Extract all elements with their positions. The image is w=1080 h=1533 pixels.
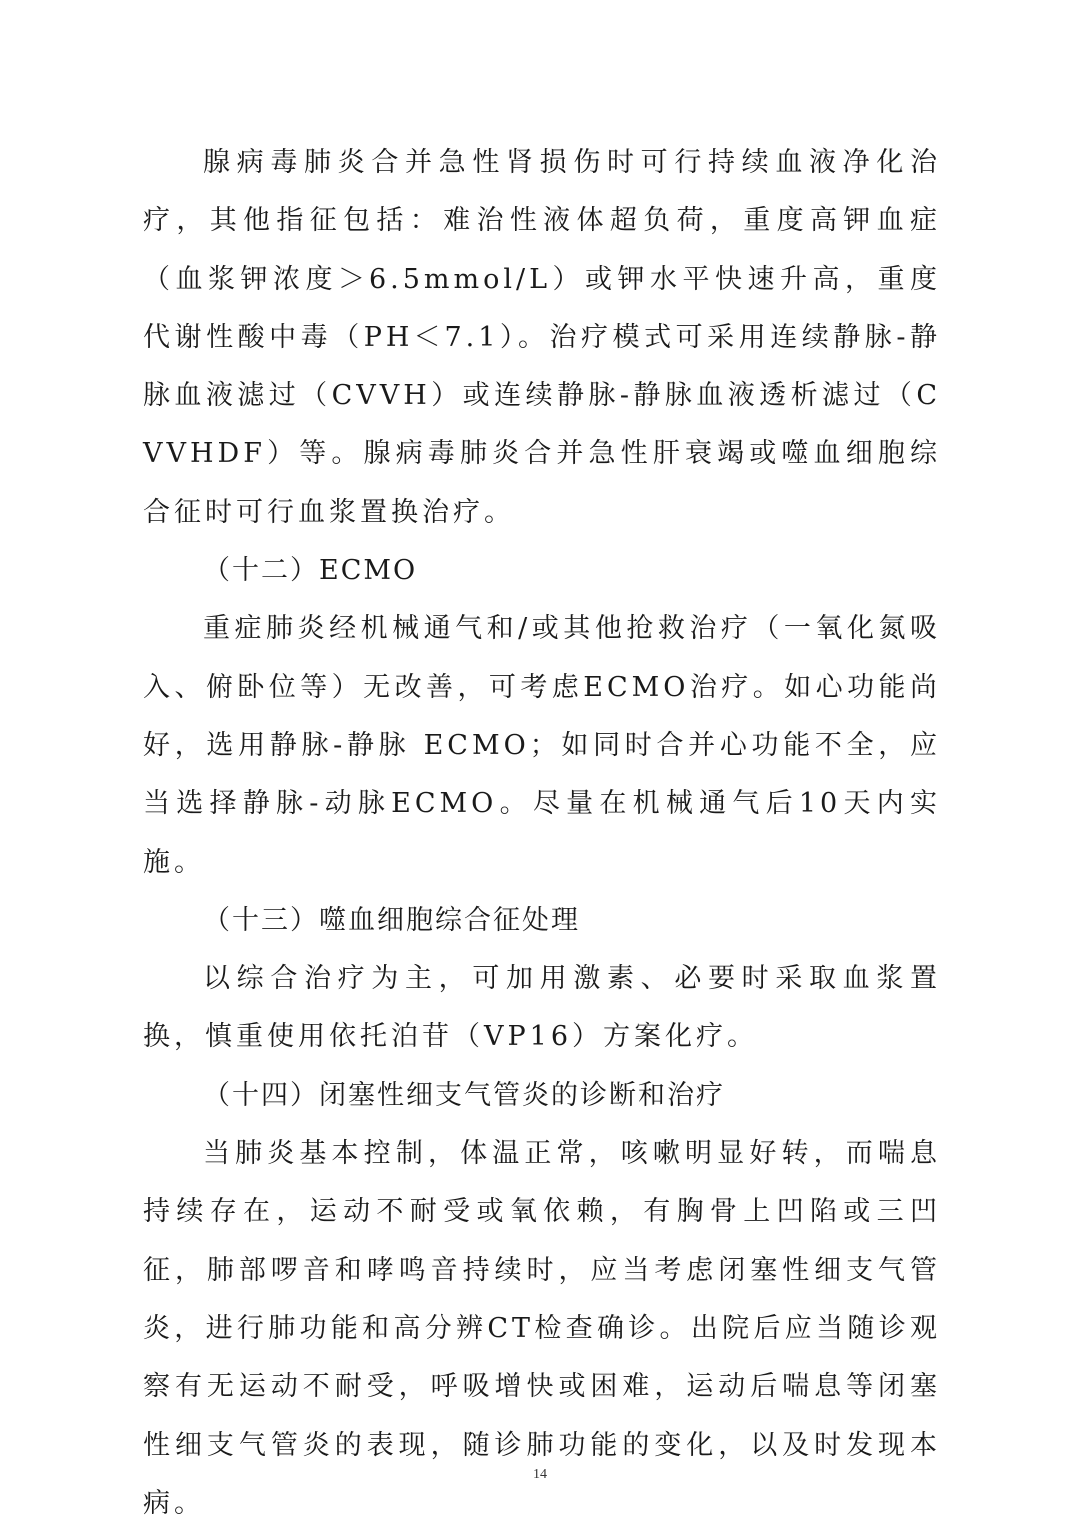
paragraph-bronchiolitis: 当肺炎基本控制，体温正常，咳嗽明显好转，而喘息持续存在，运动不耐受或氧依赖，有胸骨上凹陷或三凹征，肺部啰音和哮鸣音持续时，应当考虑闭塞性细支气管炎，进行肺功能和高分辨CT检查确诊。出院后应当随诊观察有无运动不耐受，呼吸增快或困难，运动后喘息等闭塞性细支气管炎的表现，随诊肺功能的变化，以及时发现本病。 — [143, 1138, 941, 1519]
document-body — [143, 134, 941, 1533]
paragraph-hemophagocytic: 以综合治疗为主，可加用激素、必要时采取血浆置换，慎重使用依托泊苷（VP16）方案化疗。 — [143, 963, 941, 1053]
section-heading-ecmo: （十二）ECMO — [203, 555, 418, 587]
page-number: 14 — [533, 1467, 547, 1482]
paragraph-ecmo: 重症肺炎经机械通气和/或其他抢救治疗（一氧化氮吸入、俯卧位等）无改善，可考虑ECMO治疗。如心功能尚好，选用静脉-静脉 ECMO；如同时合并心功能不全，应当选择静脉-动脉ECMO。尽量在机械通气后10天内实施。 — [143, 613, 941, 878]
paragraph-blood-purification: 腺病毒肺炎合并急性肾损伤时可行持续血液净化治疗，其他指征包括：难治性液体超负荷，重度高钾血症（血浆钾浓度＞6.5mmol/L）或钾水平快速升高，重度代谢性酸中毒（PH＜7.1）。治疗模式可采用连续静脉-静脉血液滤过（CVVH）或连续静脉-静脉血液透析滤过（CVVHDF）等。腺病毒肺炎合并急性肝衰竭或噬血细胞综合征时可行血浆置换治疗。 — [143, 147, 941, 528]
section-heading-bronchiolitis: （十四）闭塞性细支气管炎的诊断和治疗 — [203, 1079, 725, 1111]
section-heading-hemophagocytic: （十三）噬血细胞综合征处理 — [203, 904, 580, 936]
